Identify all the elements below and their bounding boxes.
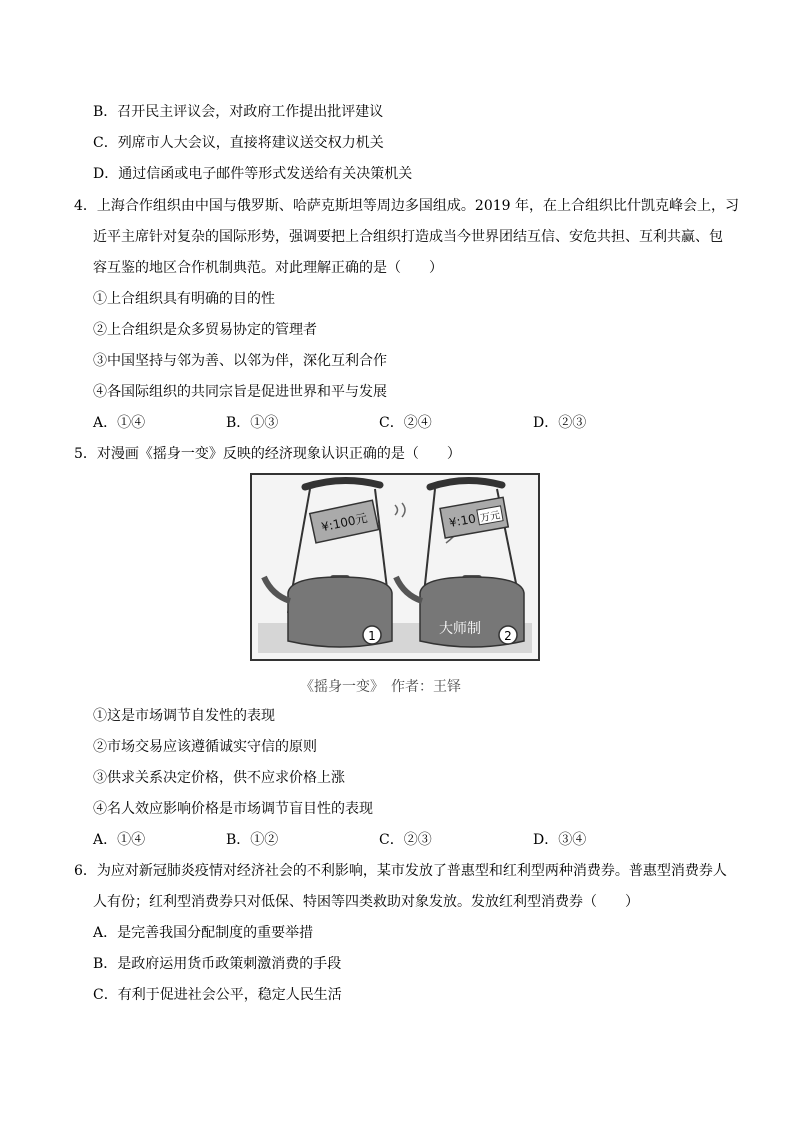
price-tag-right: ¥:10 <box>448 511 477 530</box>
q6-option-a: A．是完善我国分配制度的重要举措 <box>93 925 314 941</box>
q6-stem-line-1: 6．为应对新冠肺炎疫情对经济社会的不利影响，某市发放了普惠型和红利型两种消费券。普惠型消费券人 <box>74 863 727 879</box>
q5-choice-b: B．①② <box>226 832 279 848</box>
q6-option-c: C．有利于促进社会公平，稳定人民生活 <box>93 987 342 1003</box>
kettle-right-label: 大师制 <box>439 621 481 637</box>
q3-option-c: C．列席市人大会议，直接将建议送交权力机关 <box>93 135 384 151</box>
q6-stem-line-2: 人有份；红利型消费券只对低保、特困等四类救助对象发放。发放红利型消费券（ ） <box>93 894 639 910</box>
cartoon-caption: 《摇身一变》 作者：王铎 <box>300 679 461 695</box>
kettle-left-number: 1 <box>368 629 376 643</box>
q5-choice-d: D．③④ <box>533 832 587 848</box>
q5-choice-a: A．①④ <box>93 832 146 848</box>
q5-choice-c: C．②③ <box>379 832 432 848</box>
q4-stem-line-2: 近平主席针对复杂的国际形势，强调要把上合组织打造成当今世界团结互信、安危共担、互利共赢、包 <box>93 229 723 245</box>
q4-statement-2: ②上合组织是众多贸易协定的管理者 <box>93 322 317 338</box>
q3-option-b: B．召开民主评议会，对政府工作提出批评建议 <box>93 104 384 120</box>
q5-statement-2: ②市场交易应该遵循诚实守信的原则 <box>93 739 317 755</box>
price-tag-right-extra: 万元 <box>479 510 502 525</box>
q4-choice-b: B．①③ <box>226 415 279 431</box>
q4-statement-3: ③中国坚持与邻为善、以邻为伴，深化互利合作 <box>93 353 387 369</box>
q4-stem-line-3: 容互鉴的地区合作机制典范。对此理解正确的是（ ） <box>93 260 443 276</box>
q4-choice-d: D．②③ <box>533 415 587 431</box>
cartoon-image <box>250 473 540 661</box>
q5-statement-1: ①这是市场调节自发性的表现 <box>93 708 275 724</box>
q4-choice-a: A．①④ <box>93 415 146 431</box>
q5-statement-4: ④名人效应影响价格是市场调节盲目性的表现 <box>93 801 373 817</box>
q4-stem-line-1: 4．上海合作组织由中国与俄罗斯、哈萨克斯坦等周边多国组成。2019 年，在上合组织比什凯克峰会上，习 <box>74 198 739 214</box>
q4-choice-c: C．②④ <box>379 415 432 431</box>
q4-statement-1: ①上合组织具有明确的目的性 <box>93 291 275 307</box>
q5-statement-3: ③供求关系决定价格，供不应求价格上涨 <box>93 770 345 786</box>
q3-option-d: D．通过信函或电子邮件等形式发送给有关决策机关 <box>93 166 413 182</box>
q4-statement-4: ④各国际组织的共同宗旨是促进世界和平与发展 <box>93 384 387 400</box>
q6-option-b: B．是政府运用货币政策刺激消费的手段 <box>93 956 342 972</box>
kettle-right-number: 2 <box>504 629 512 643</box>
q5-stem: 5．对漫画《摇身一变》反映的经济现象认识正确的是（ ） <box>74 446 461 462</box>
price-tag-left: ¥:100元 <box>320 510 369 535</box>
